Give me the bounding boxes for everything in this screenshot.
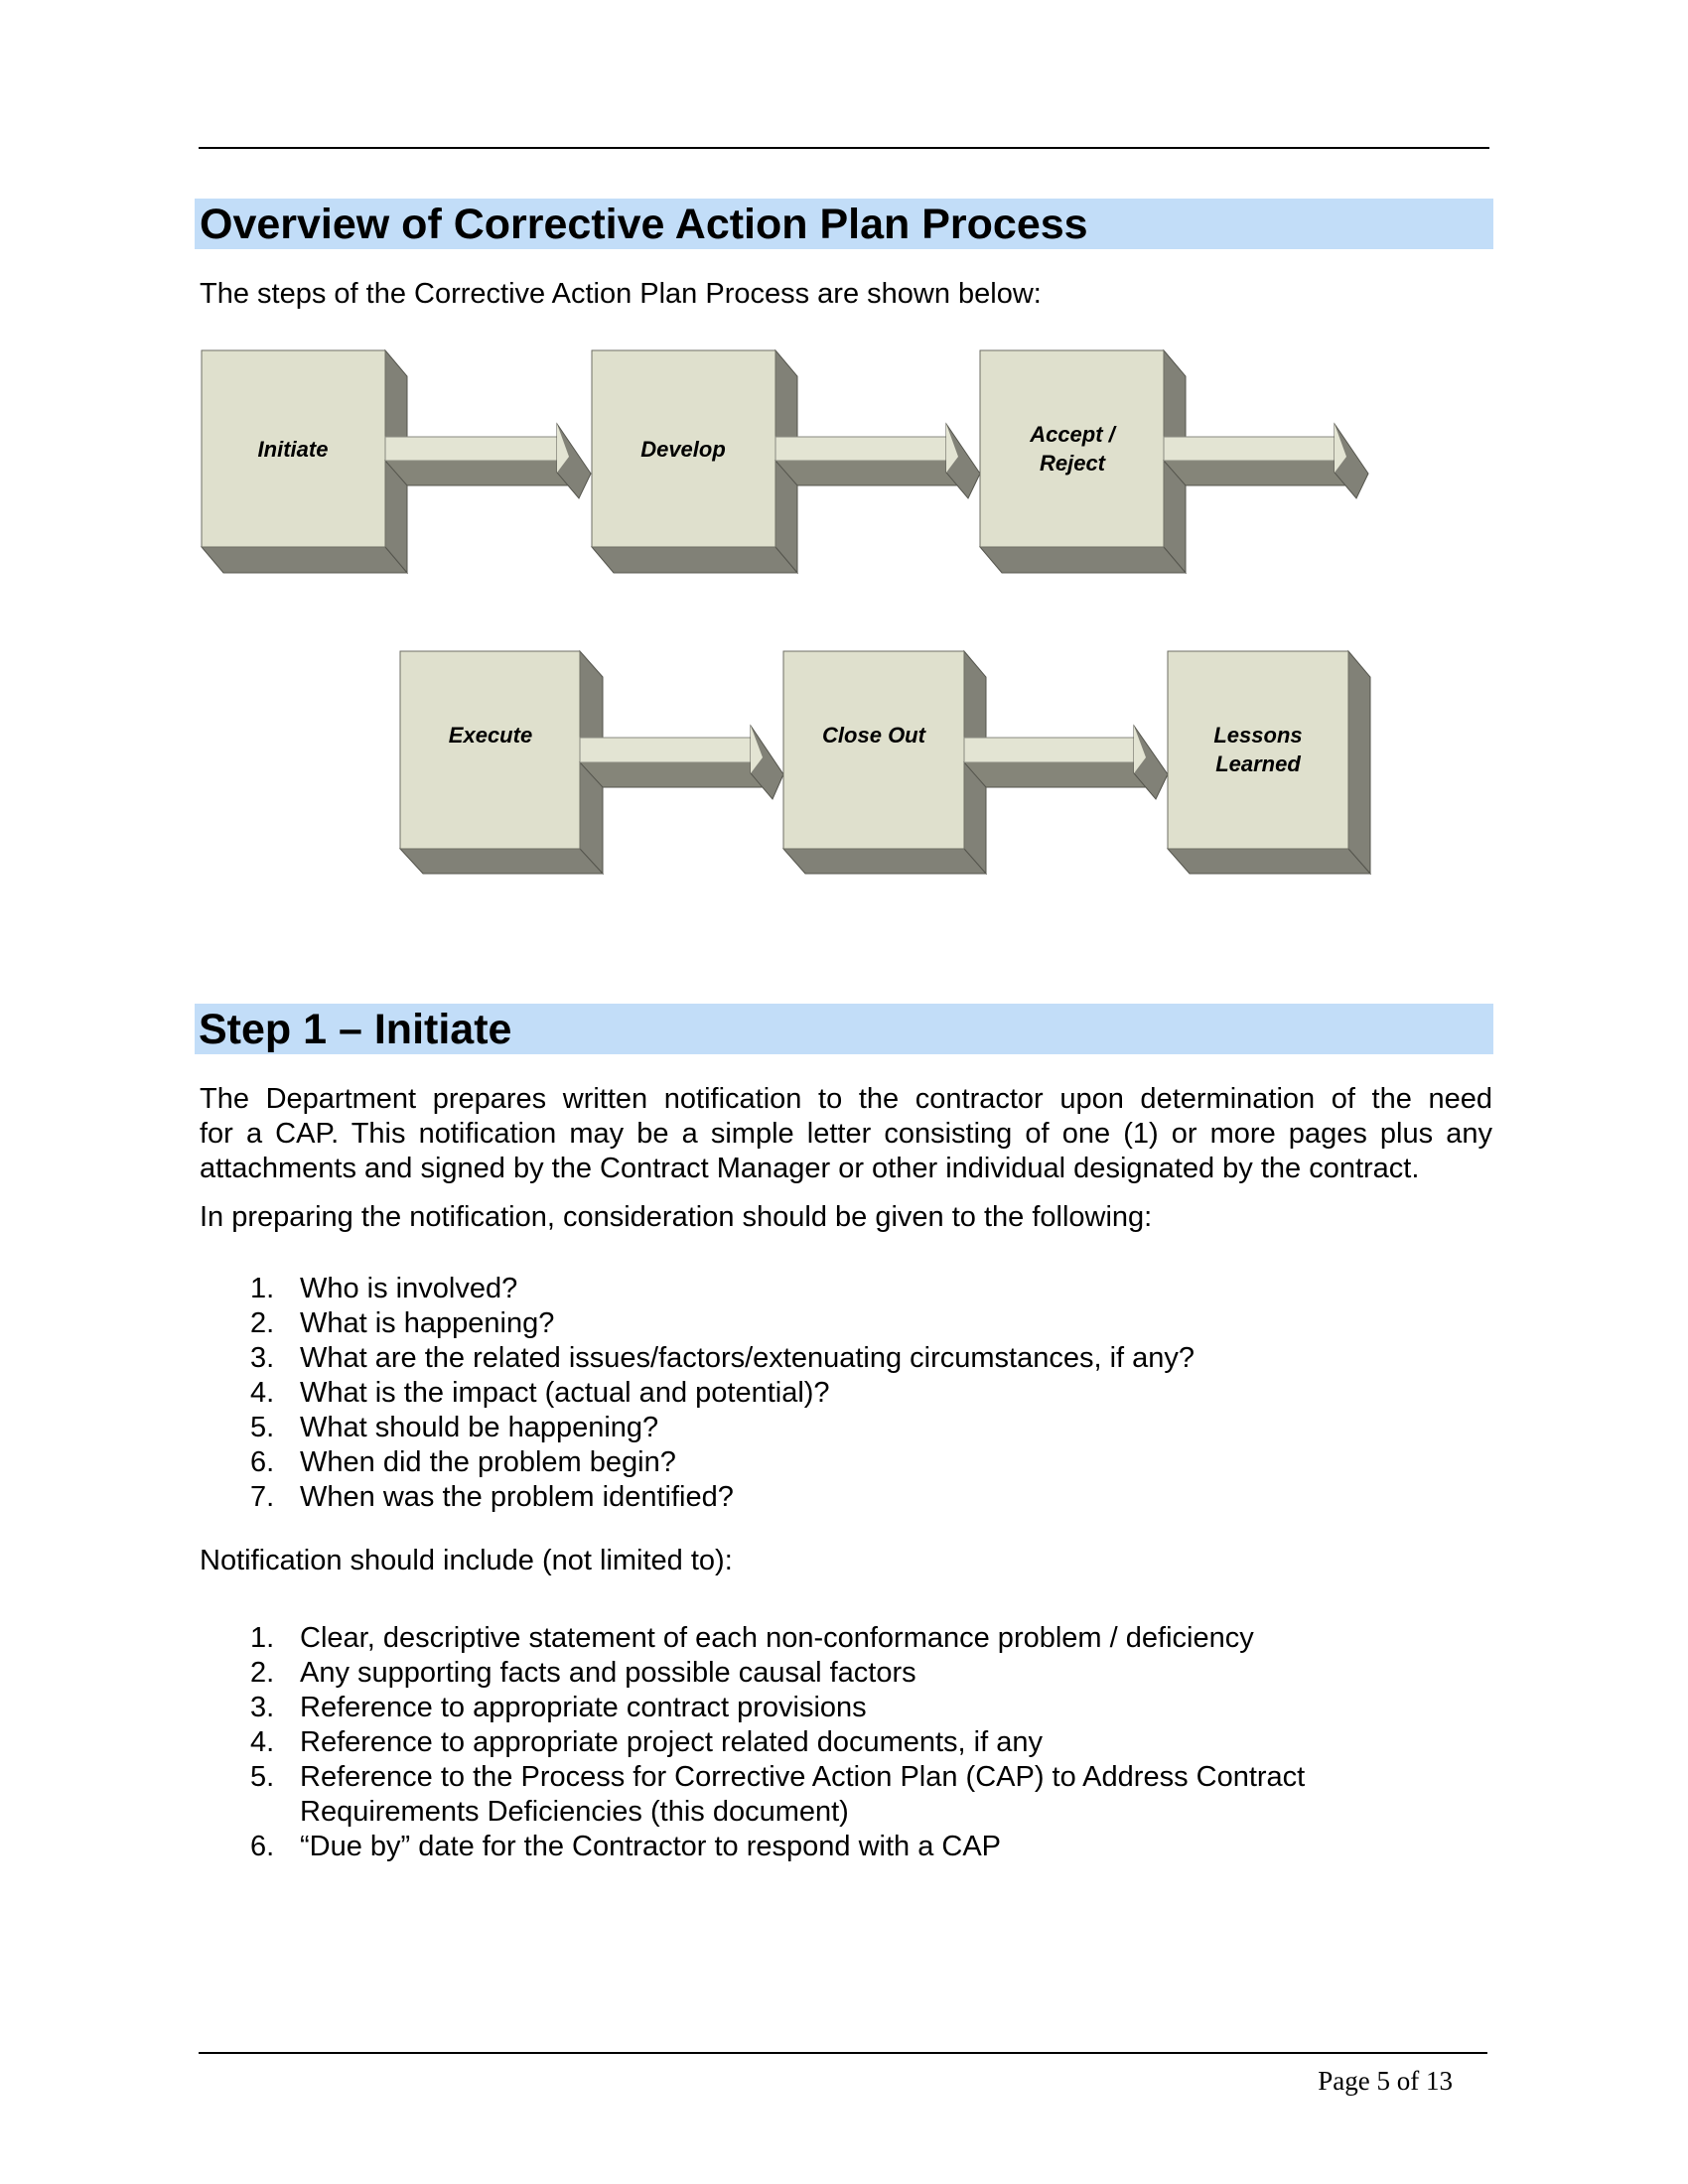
list-item: 6. “Due by” date for the Contractor to respond with a CAP xyxy=(250,1831,1002,1862)
step-box-develop xyxy=(592,350,797,573)
consideration-list xyxy=(250,1272,1195,1515)
arrow-execute-to-closeout xyxy=(580,726,783,799)
notification-intro: Notification should include (not limited to): xyxy=(200,1545,733,1576)
step-label-execute: Execute xyxy=(448,723,533,748)
step-label-initiate: Initiate xyxy=(257,437,329,462)
page-number: Page 5 of 13 xyxy=(1318,2066,1453,2096)
list-item: 2. Any supporting facts and possible causal factors xyxy=(250,1657,916,1689)
notification-list xyxy=(250,1621,1392,1864)
list-item: 7. When was the problem identified? xyxy=(250,1481,734,1513)
list-item: 1. Clear, descriptive statement of each non-conformance problem / deficiency xyxy=(250,1622,1254,1654)
step1-heading: Step 1 – Initiate xyxy=(199,1006,512,1053)
list-item: 5. Reference to the Process for Corrective Action Plan (CAP) to Address Contract Requirements Deficiencies (this document) xyxy=(250,1761,1306,1828)
list-item: 3. What are the related issues/factors/extenuating circumstances, if any? xyxy=(250,1342,1196,1374)
step-label-reject: Reject xyxy=(1039,451,1106,476)
step-label-learned: Learned xyxy=(1215,751,1301,776)
paragraph-line: attachments and signed by the Contract Manager or other individual designated by the contract. xyxy=(200,1153,1420,1184)
arrow-closeout-to-lessons xyxy=(964,726,1168,799)
list-item: 6. When did the problem begin? xyxy=(250,1446,676,1478)
arrow-develop-to-accept xyxy=(775,424,980,498)
cap-process-diagram xyxy=(0,0,1688,913)
step-box-accept-reject xyxy=(980,350,1186,573)
step-label-lessons: Lessons xyxy=(1213,723,1303,748)
step-label-develop: Develop xyxy=(640,437,726,462)
step-label-accept: Accept / xyxy=(1030,422,1115,447)
overview-heading: Overview of Corrective Action Plan Process xyxy=(200,201,1088,248)
list-item: 5. What should be happening? xyxy=(250,1412,659,1443)
paragraph-line: The Department prepares written notification to the contractor upon determination of the need xyxy=(200,1083,1492,1115)
list-item: 1. Who is involved? xyxy=(250,1273,518,1304)
step-box-execute xyxy=(400,651,603,874)
step-box-lessons-learned xyxy=(1168,651,1370,874)
list-item: 3. Reference to appropriate contract provisions xyxy=(250,1692,867,1723)
step-box-initiate xyxy=(202,350,407,573)
footer-rule xyxy=(199,2052,1487,2054)
list-item: 4. What is the impact (actual and potential)? xyxy=(250,1377,830,1409)
step1-paragraph xyxy=(200,1082,1492,1186)
list-item: 2. What is happening? xyxy=(250,1307,555,1339)
arrow-accept-continuation xyxy=(1164,424,1368,498)
step-box-close-out xyxy=(783,651,986,874)
step-label-close-out: Close Out xyxy=(822,723,925,748)
consideration-intro: In preparing the notification, consideration should be given to the following: xyxy=(200,1201,1153,1233)
list-item: 4. Reference to appropriate project related documents, if any xyxy=(250,1726,1043,1758)
arrow-initiate-to-develop xyxy=(385,424,591,498)
paragraph-line: for a CAP. This notification may be a simple letter consisting of one (1) or more pages plus any xyxy=(200,1118,1492,1150)
overview-intro: The steps of the Corrective Action Plan Process are shown below: xyxy=(200,278,1042,310)
